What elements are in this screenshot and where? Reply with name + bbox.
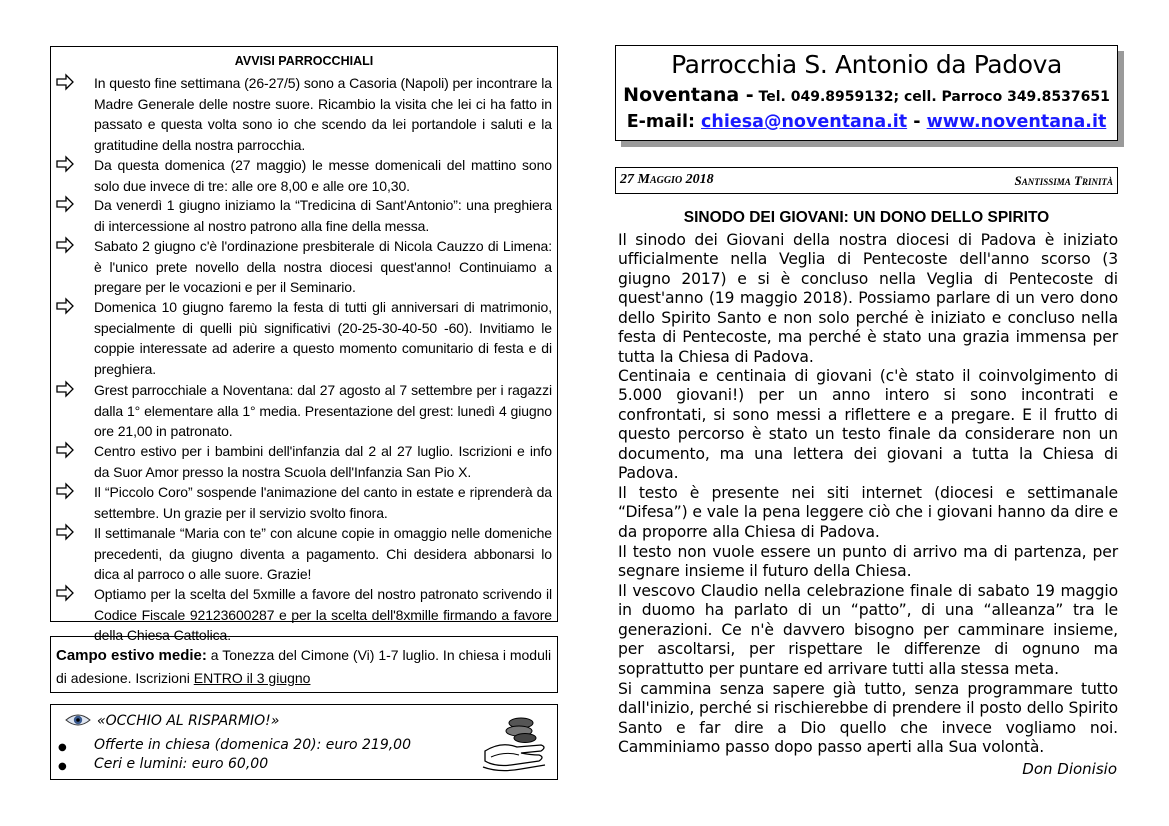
arrow-right-icon xyxy=(56,380,74,398)
date-bar xyxy=(615,167,1118,194)
email-label: E-mail: xyxy=(626,112,702,132)
phone-numbers: Tel. 049.8959132; cell. Parroco 349.8537651 xyxy=(753,89,1110,105)
offerte-line: Offerte in chiesa (domenica 20): euro 219,00 xyxy=(94,737,411,753)
avviso-text: Domenica 10 giugno faremo la festa di tutti gli anniversari di matrimonio, specialmente di quelli più significativi (20-25-30-40-50 -60). Invitiamo le coppie interessate ad aderire a questo momento comunitario di festa e di preghiera. xyxy=(94,299,552,377)
avviso-text: Grest parrocchiale a Noventana: dal 27 agosto al 7 settembre per i ragazzi dalla 1° elementare alla 1° media. Presentazione del grest: lunedì 4 giugno ore 21,00 in patronato. xyxy=(94,382,552,439)
arrow-right-icon xyxy=(56,195,74,213)
arrow-right-icon xyxy=(56,584,74,602)
arrow-right-icon xyxy=(56,523,74,541)
bullet-icon: ● xyxy=(58,742,67,753)
article-paragraph: Il testo è presente nei siti internet (diocesi e settimanale “Difesa”) e vale la pena leggere ciò che i giovani hanno da dire e da proporre alla Chiesa di Padova. xyxy=(618,484,1118,541)
avviso-text: Da venerdì 1 giugno iniziamo la “Tredicina di Sant'Antonio”: una preghiera di intercessione al nostro patrono alla fine della messa. xyxy=(94,197,552,234)
email-link[interactable]: chiesa@noventana.it xyxy=(701,112,908,132)
separator: - xyxy=(907,112,927,132)
campo-estivo-box xyxy=(50,636,558,693)
avvisi-title: AVVISI PARROCCHIALI xyxy=(234,54,374,68)
signature: Don Dionisio xyxy=(1022,760,1117,778)
parish-header xyxy=(615,45,1118,141)
avviso-text: Il settimanale “Maria con te” con alcune copie in omaggio nelle domeniche precedenti, da giugno diventa a pagamento. Chi desidera abbonarsi lo dica al parroco o alle suore. Grazie! xyxy=(94,525,552,582)
parish-name: Parrocchia S. Antonio da Padova xyxy=(671,50,1062,79)
issue-date: 27 Maggio 2018 xyxy=(620,172,714,187)
eye-icon xyxy=(65,712,91,728)
article-title: SINODO DEI GIOVANI: UN DONO DELLO SPIRITO xyxy=(683,209,1050,226)
avviso-text: In questo fine settimana (26-27/5) sono a Casoria (Napoli) per incontrare la Madre Generale delle nostre suore. Ricambio la visita che lei ci ha fatto in passato e questa volta sono io che scendo da lei portandole i saluti e la gratitudine della nostra parrocchia. xyxy=(94,75,552,153)
arrow-right-icon xyxy=(56,441,74,459)
campo-deadline: ENTRO il 3 giugno xyxy=(193,670,311,686)
hands-coins-icon xyxy=(481,711,549,775)
article-paragraph: Il vescovo Claudio nella celebrazione finale di sabato 19 maggio in duomo ha parlato di un “patto”, di una “alleanza” tra le generazioni. Ce n'è davvero bisogno per camminare insieme, per ascoltarsi, per rispettare le differenze di ognuno ma soprattutto per puntare ed arrivare tutti alla stessa meta. xyxy=(618,582,1118,678)
occhio-risparmio-box xyxy=(50,704,558,780)
article-paragraph: Centinaia e centinaia di giovani (c'è stato il coinvolgimento di 5.000 giovani!) per un anno intero si sono incontrati e confrontati, si sono messi a riflettere e a pregare. E il frutto di questo percorso è stato un testo finale da considerare non un documento, ma una lettera dei giovani a tutta la Chiesa di Padova. xyxy=(618,367,1118,483)
email-line xyxy=(616,112,1117,132)
avviso-text: Il “Piccolo Coro” sospende l'animazione del canto in estate e riprenderà da settembre. Un grazie per il servizio svolto finora. xyxy=(94,484,552,521)
article-paragraph: Si cammina senza sapere già tutto, senza programmare tutto dall'inizio, perché si rischierebbe di prendere il posto dello Spirito Santo e far dire a Dio quello che invece vogliamo noi. Camminiamo passo dopo passo aperti alla Sua volontà. xyxy=(618,680,1118,757)
arrow-right-icon xyxy=(56,482,74,500)
website-link[interactable]: www.noventana.it xyxy=(926,112,1107,132)
arrow-right-icon xyxy=(56,155,74,173)
avvisi-box xyxy=(50,46,558,643)
article-paragraph: Il testo non vuole essere un punto di arrivo ma di partenza, per segnare insieme il futuro della Chiesa. xyxy=(618,543,1118,581)
arrow-right-icon xyxy=(56,236,74,254)
town-name: Noventana - xyxy=(623,84,754,106)
contacts-line xyxy=(616,84,1117,106)
campo-label: Campo estivo medie: xyxy=(56,647,207,664)
bullet-icon: ● xyxy=(58,761,67,772)
ceri-line: Ceri e lumini: euro 60,00 xyxy=(94,756,269,772)
avviso-text: Optiamo per la scelta del 5xmille a favore del nostro patronato scrivendo il Codice Fiscale 92123600287 e per la scelta dell'8xmille firmando a favore della Chiesa Cattolica. xyxy=(94,586,552,643)
feast-name: Santissima Trinità xyxy=(1014,173,1113,188)
campo-text: a Tonezza del Cimone (Vi) 1-7 luglio. In chiesa i moduli di adesione. Iscrizioni xyxy=(56,647,552,686)
arrow-right-icon xyxy=(56,73,74,91)
avviso-text: Da questa domenica (27 maggio) le messe domenicali del mattino sono solo due invece di tre: alle ore 8,00 e alle ore 10,30. xyxy=(94,157,552,194)
avviso-text: Sabato 2 giugno c'è l'ordinazione presbiterale di Nicola Cauzzo di Limena: è l'unico prete novello della nostra diocesi quest'anno! Continuiamo a pregare per le vocazioni e per il Seminario. xyxy=(94,238,552,295)
occhio-title: «OCCHIO AL RISPARMIO!» xyxy=(97,713,280,729)
arrow-right-icon xyxy=(56,297,74,315)
avviso-text: Centro estivo per i bambini dell'infanzia dal 2 al 27 luglio. Iscrizioni e info da Suor Amor presso la nostra Scuola dell'Infanzia San Pio X. xyxy=(94,443,552,480)
article-paragraph: Il sinodo dei Giovani della nostra diocesi di Padova è iniziato ufficialmente nella Veglia di Pentecoste dell'anno scorso (3 giugno 2017) e si è concluso nella Veglia di Pentecoste di quest'anno (19 maggio 2018). Possiamo parlare di un vero dono dello Spirito Santo e non solo perché è iniziato e concluso nella festa di Pentecoste, ma perché è stato una grazia immensa per tutta la Chiesa di Padova. xyxy=(618,231,1118,366)
